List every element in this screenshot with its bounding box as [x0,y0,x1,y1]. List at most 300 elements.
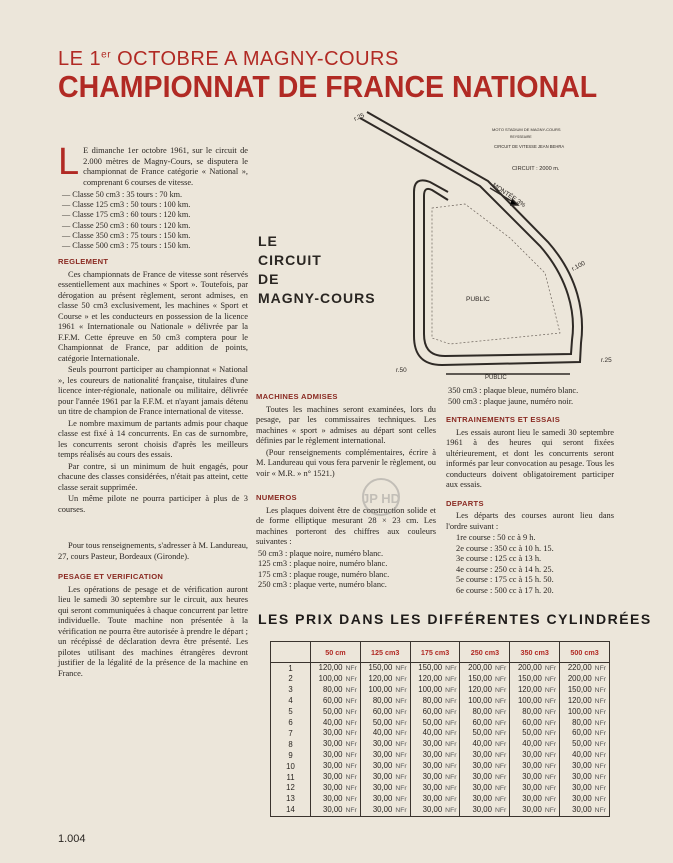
map-label-r100: r.100 [570,259,587,273]
rank-cell: 4 [271,696,311,707]
prize-value: 200,00 [468,663,492,672]
prize-cell [311,685,361,696]
section-heading-machines: MACHINES ADMISES [256,392,338,401]
prize-unit: NFr [395,741,407,749]
prize-cell [560,794,610,805]
prize-cell [460,772,510,783]
prize-unit: NFr [494,730,507,738]
pesage-paragraph: Les opérations de pesage et de vérification auront lieu le samedi 30 septembre sur le circuit, aux heures qui seront communiquées à chaque concurrent par lettre individuelle. Toute machine non présentée à la vérification ne pourra être autorisée à prendre le départ ; un récépissé de déclaration devra être présenté. Les pilotes utilisant des machines étrangères devront justifier de la légalité de la présence de la machine en France. [58,584,248,678]
prize-value: 40,00 [372,728,393,738]
prize-cell [360,718,410,729]
reglement-paragraph: Ces championnats de France de vitesse sont réservés essentiellement aux machines « Sport ». Toutefois, par dérogation au présent règlement, seront admises, en classe 50 cm3 exclusivement, les machines « Sport et Course » et les conducteurs en possession de la licence 1961 « Internationale ou Nationale » délivrée par la F.F.M. Cette épreuve en 50 cm3 comptera pour le Championnat de France, par addition de points, catégorie Internationale. [58,269,248,363]
section-heading-pesage: PESAGE ET VERIFICATION [58,572,164,582]
prize-value: 30,00 [322,804,343,814]
prize-unit: NFr [395,752,407,760]
plate-item: 175 cm3 : plaque rouge, numéro blanc. [258,569,390,579]
prize-cell [560,739,610,750]
prize-value: 30,00 [572,761,592,771]
prize-cell [510,739,560,750]
prize-cell [510,718,560,729]
prize-unit: NFr [345,752,357,760]
column-header: 125 cm3 [360,642,410,663]
prize-cell [560,783,610,794]
prize-value: 40,00 [422,728,443,738]
numeros-paragraph: Les plaques doivent être de construction solide et de forme elliptique mesurant 28 × 23 cm. Les machines porteront des chiffres aux couleurs suivantes : [256,505,436,546]
prize-value: 60,00 [322,695,343,705]
map-header-2: REYSSEAIRE [510,135,532,139]
section-heading-entrainements: ENTRAINEMENTS ET ESSAIS [446,415,561,424]
prize-value: 30,00 [522,750,542,760]
drop-cap: L [58,141,80,183]
prize-unit: NFr [494,665,507,672]
prize-cell [510,663,560,674]
prize-unit: NFr [445,675,457,683]
prize-unit: NFr [494,741,507,749]
race-classes-list [62,190,248,251]
map-header-3: CIRCUIT DE VITESSE JEAN BEHRA [494,144,565,149]
prize-value: 60,00 [422,706,443,716]
prize-unit: NFr [395,763,407,771]
prize-unit: NFr [445,806,457,814]
prize-value: 50,00 [422,717,443,727]
map-header-1: MOTO STADIUM DE MAGNY-COURS [492,127,561,132]
prize-cell [460,663,510,674]
prize-cell [460,794,510,805]
prize-cell [410,696,460,707]
race-class-item: — Classe 250 cm3 : 60 tours : 120 km. [62,220,191,230]
race-class-item: — Classe 350 cm3 : 75 tours : 150 km. [62,230,191,240]
prize-value: 100,00 [468,695,492,705]
article-kicker: LE 1er OCTOBRE A MAGNY-COURS [58,48,399,70]
prize-value: 30,00 [522,793,542,803]
prize-value: 30,00 [322,761,343,771]
prize-unit: NFr [544,697,557,705]
prize-cell [410,783,460,794]
table-row [271,674,610,685]
prize-unit: NFr [594,741,606,749]
prize-value: 150,00 [418,663,443,672]
prize-unit: NFr [494,806,507,814]
prize-cell [360,783,410,794]
prize-unit: NFr [395,784,407,792]
prize-cell [410,663,460,674]
prize-cell [311,783,361,794]
race-class-item: — Classe 175 cm3 : 60 tours : 120 km. [62,210,191,220]
prize-cell [311,761,361,772]
prize-cell [410,805,460,816]
prize-value: 30,00 [372,739,393,749]
rank-cell: 5 [271,707,311,718]
prize-unit: NFr [445,741,457,749]
prize-unit: NFr [395,730,407,738]
prize-value: 30,00 [372,793,393,803]
prize-cell [460,707,510,718]
prize-value: 120,00 [368,673,393,683]
prize-value: 30,00 [522,761,542,771]
prize-value: 30,00 [322,772,343,782]
prize-cell [311,750,361,761]
prize-unit: NFr [445,697,457,705]
prize-cell [410,728,460,739]
prize-cell [460,674,510,685]
map-label-r50: r.50 [396,367,407,374]
prize-value: 80,00 [322,684,343,694]
prize-cell [311,805,361,816]
table-row [271,696,610,707]
depart-item: 3e course : 125 cc à 13 h. [456,554,542,563]
table-row [271,718,610,729]
prize-unit: NFr [544,665,557,672]
prize-cell [560,696,610,707]
prize-value: 30,00 [572,782,592,792]
prize-cell [360,794,410,805]
prize-unit: NFr [395,719,407,727]
prize-cell [311,707,361,718]
prize-unit: NFr [544,741,557,749]
prize-unit: NFr [494,708,507,716]
prize-unit: NFr [494,774,507,782]
prize-cell [360,696,410,707]
prize-value: 40,00 [522,739,542,749]
depart-item: 6e course : 500 cc à 17 h. 20. [456,585,554,595]
plate-item: 250 cm3 : plaque verte, numéro blanc. [258,580,387,589]
prize-value: 100,00 [368,684,393,694]
prize-cell [510,685,560,696]
prize-unit: NFr [594,719,606,727]
prize-cell [410,685,460,696]
prize-unit: NFr [544,675,557,683]
prize-unit: NFr [395,686,407,694]
prize-value: 30,00 [422,772,443,782]
prize-value: 30,00 [322,793,343,803]
prize-cell [560,718,610,729]
prize-cell [460,718,510,729]
prize-value: 80,00 [522,706,542,716]
prize-cell [460,728,510,739]
prize-cell [360,739,410,750]
prize-unit: NFr [494,763,507,771]
prize-unit: NFr [594,697,606,705]
circuit-map [340,108,618,386]
section-heading-departs: DEPARTS [446,498,484,508]
departs-list [446,533,614,596]
prize-value: 120,00 [318,663,343,672]
column-header: 50 cm [311,642,361,663]
prize-unit: NFr [445,774,457,782]
intro-paragraph: L E dimanche 1er octobre 1961, sur le circuit de 2.000 mètres de Magny-Cours, se disputera le championnat de France catégorie « National », comprenant 6 courses de vitesse. [58,141,248,187]
watermark-text: JP HD [361,491,401,506]
prize-value: 50,00 [372,717,393,727]
prize-unit: NFr [445,665,457,672]
prize-unit: NFr [544,686,557,694]
plate-item: 50 cm3 : plaque noire, numéro blanc. [258,548,384,558]
prize-cell [510,772,560,783]
prize-cell [360,805,410,816]
prize-cell [410,750,460,761]
prize-unit: NFr [345,774,357,782]
prize-unit: NFr [345,741,357,749]
rank-cell: 1 [271,663,311,674]
prize-unit: NFr [594,784,606,792]
prize-value: 100,00 [567,706,592,716]
prize-unit: NFr [345,730,357,738]
prize-unit: NFr [395,795,407,803]
machines-paragraph: Toutes les machines seront examinées, lors du pesage, par les commissaires techniques. Les machines « sport » admises au départ sont celles définies par le règlement international. [256,404,436,445]
prize-value: 30,00 [572,793,592,803]
prize-cell [510,783,560,794]
column-header: 175 cm3 [410,642,460,663]
page-number: 1.004 [58,833,86,845]
prize-cell [311,696,361,707]
prize-cell [510,728,560,739]
prize-cell [311,728,361,739]
prize-cell [510,805,560,816]
prize-cell [410,707,460,718]
prize-value: 30,00 [522,804,542,814]
section-heading-numeros: NUMEROS [256,493,297,502]
prize-unit: NFr [345,708,357,716]
prize-unit: NFr [594,675,606,683]
prize-unit: NFr [345,795,357,803]
prize-value: 60,00 [472,717,492,727]
prize-cell [410,761,460,772]
prize-value: 120,00 [567,695,592,705]
prize-unit: NFr [445,719,457,727]
prize-value: 150,00 [567,684,592,694]
rank-cell: 9 [271,750,311,761]
prize-cell [311,674,361,685]
prize-unit: NFr [494,675,507,683]
rank-cell: 10 [271,761,311,772]
depart-item: 4e course : 250 cc à 14 h. 25. [456,564,554,574]
prize-value: 30,00 [422,804,443,814]
entrainements-paragraph: Les essais auront lieu le samedi 30 septembre 1961 à des heures qui seront fixées ultérieurement, et dont les concurrents seront informés par leur convocation au pesage. Tous les conducteurs doivent obligatoirement participer aux essais. [446,427,614,489]
prize-unit: NFr [395,774,407,782]
column-header: 350 cm3 [510,642,560,663]
map-label-montee: MONTÉE 3% [490,181,527,210]
prize-value: 30,00 [422,750,443,760]
prize-unit: NFr [544,719,557,727]
reglement-paragraph: Seuls pourront participer au championnat « National », les coureurs de nationalité française, titulaires d'une licence inter-régionale, nationale ou militaire, délivrée pour l'année 1961 par la F.F.M. et n'ayant jamais détenu un titre de champion de France international de vitesse. [58,365,248,417]
prize-value: 30,00 [472,804,492,814]
map-label-public-1: PUBLIC [466,296,490,303]
prize-cell [510,696,560,707]
table-row [271,663,610,674]
prize-value: 30,00 [522,772,542,782]
rank-cell: 7 [271,728,311,739]
prize-unit: NFr [544,708,557,716]
prize-unit: NFr [445,730,457,738]
prize-unit: NFr [445,686,457,694]
prize-unit: NFr [544,784,557,792]
prize-value: 120,00 [418,673,443,683]
prize-unit: NFr [345,697,357,705]
prize-value: 60,00 [522,717,542,727]
prize-value: 30,00 [472,793,492,803]
prize-value: 220,00 [567,663,592,672]
prize-value: 30,00 [322,782,343,792]
prize-value: 30,00 [522,782,542,792]
prize-cell [360,685,410,696]
prize-unit: NFr [445,763,457,771]
reglement-paragraph: Par contre, si un minimum de huit engagés, pour chacune des classes considérées, n'était pas atteint, cette classe serait supprimée. [58,461,248,492]
table-row [271,794,610,805]
prize-cell [360,761,410,772]
prize-value: 30,00 [472,750,492,760]
prize-cell [410,794,460,805]
prize-cell [460,805,510,816]
prize-unit: NFr [594,708,606,716]
prize-unit: NFr [494,686,507,694]
prize-value: 100,00 [418,684,443,694]
prize-unit: NFr [594,665,606,672]
table-row [271,761,610,772]
reglement-paragraph: Un même pilote ne pourra participer à plus de 3 courses. [58,494,248,514]
prize-value: 30,00 [572,772,592,782]
rank-cell: 13 [271,794,311,805]
prize-value: 50,00 [572,739,592,749]
prize-cell [460,696,510,707]
plate-item: 350 cm3 : plaque bleue, numéro blanc. [448,386,579,395]
rank-cell: 3 [271,685,311,696]
table-row [271,685,610,696]
prize-cell [460,685,510,696]
reglement-paragraph: Le nombre maximum de partants admis pour chaque classe est fixé à 14 concurrents. En cas de surnombre, les concurrents seront choisis d'après les meilleurs temps réalisés au cours des essais. [58,418,248,460]
prize-unit: NFr [345,806,357,814]
prize-cell [410,739,460,750]
map-label-r25-top: r.25 [352,112,366,123]
right-column [446,386,614,596]
prize-cell [311,794,361,805]
prize-cell [560,674,610,685]
prize-cell [460,761,510,772]
prize-value: 30,00 [372,761,393,771]
prize-value: 30,00 [422,761,443,771]
prize-unit: NFr [544,763,557,771]
prize-cell [410,674,460,685]
prize-unit: NFr [544,774,557,782]
depart-item: 5e course : 175 cc à 15 h. 50. [456,575,554,584]
prize-value: 30,00 [322,750,343,760]
plate-item: 500 cm3 : plaque jaune, numéro noir. [448,396,574,406]
prize-value: 200,00 [517,663,542,672]
prizes-header-row [271,642,610,663]
prize-cell [510,761,560,772]
rank-cell: 14 [271,805,311,816]
prize-unit: NFr [395,675,407,683]
map-label-r25-right: r.25 [601,357,612,364]
prize-cell [560,707,610,718]
prize-value: 120,00 [517,684,542,694]
prize-cell [311,718,361,729]
table-row [271,739,610,750]
rank-header [271,642,311,663]
prize-unit: NFr [544,806,557,814]
prize-unit: NFr [494,784,507,792]
prize-unit: NFr [345,784,357,792]
prize-cell [360,772,410,783]
machines-paragraph-2: (Pour renseignements complémentaires, écrire à M. Landureau qui vous fera parvenir le règlement, ou voir « M.R. » n° 1521.) [256,447,436,478]
prize-unit: NFr [594,795,606,803]
rank-cell: 6 [271,718,311,729]
depart-item: 2e course : 350 cc à 10 h. 15. [456,543,554,553]
prize-value: 50,00 [472,728,492,738]
race-class-item: — Classe 125 cm3 : 50 tours : 100 km. [62,200,191,210]
prize-unit: NFr [445,752,457,760]
prize-value: 30,00 [572,804,592,814]
table-row [271,728,610,739]
rank-cell: 12 [271,783,311,794]
prize-value: 40,00 [572,750,592,760]
prize-value: 120,00 [468,684,492,694]
prize-unit: NFr [345,719,357,727]
column-header: 250 cm3 [460,642,510,663]
prize-value: 30,00 [472,772,492,782]
depart-item: 1re course : 50 cc à 9 h. [456,533,536,542]
prize-value: 200,00 [567,673,592,683]
prize-unit: NFr [594,752,606,760]
prize-cell [460,750,510,761]
prize-value: 30,00 [372,782,393,792]
prize-unit: NFr [395,665,407,672]
prize-unit: NFr [445,784,457,792]
prizes-table [270,641,610,817]
prize-unit: NFr [395,697,407,705]
prize-cell [560,761,610,772]
prize-unit: NFr [494,795,507,803]
prize-cell [311,772,361,783]
prize-value: 30,00 [372,750,393,760]
prize-value: 60,00 [572,728,592,738]
prize-unit: NFr [494,697,507,705]
prize-unit: NFr [544,730,557,738]
prize-cell [560,685,610,696]
prize-unit: NFr [345,675,357,683]
prize-unit: NFr [345,686,357,694]
prize-unit: NFr [395,806,407,814]
prize-cell [560,728,610,739]
prize-value: 100,00 [517,695,542,705]
prize-unit: NFr [594,774,606,782]
prize-unit: NFr [544,752,557,760]
article-headline: CHAMPIONNAT DE FRANCE NATIONAL [58,69,598,104]
prize-cell [510,750,560,761]
prize-value: 150,00 [468,673,492,683]
prize-unit: NFr [544,795,557,803]
table-row [271,750,610,761]
prizes-title: LES PRIX DANS LES DIFFÉRENTES CYLINDRÉES [258,611,652,627]
column-header: 500 cm3 [560,642,610,663]
prize-cell [560,772,610,783]
table-row [271,707,610,718]
prize-unit: NFr [594,763,606,771]
prize-unit: NFr [594,730,606,738]
prize-cell [360,663,410,674]
prize-cell [510,674,560,685]
prize-value: 30,00 [422,793,443,803]
prize-value: 80,00 [372,695,393,705]
prize-cell [560,750,610,761]
prize-unit: NFr [445,795,457,803]
table-row [271,783,610,794]
prize-unit: NFr [494,752,507,760]
map-length: CIRCUIT : 2000 m. [512,166,560,172]
prize-unit: NFr [594,806,606,814]
prize-cell [460,739,510,750]
prize-unit: NFr [594,686,606,694]
prize-unit: NFr [494,719,507,727]
prize-value: 30,00 [322,728,343,738]
